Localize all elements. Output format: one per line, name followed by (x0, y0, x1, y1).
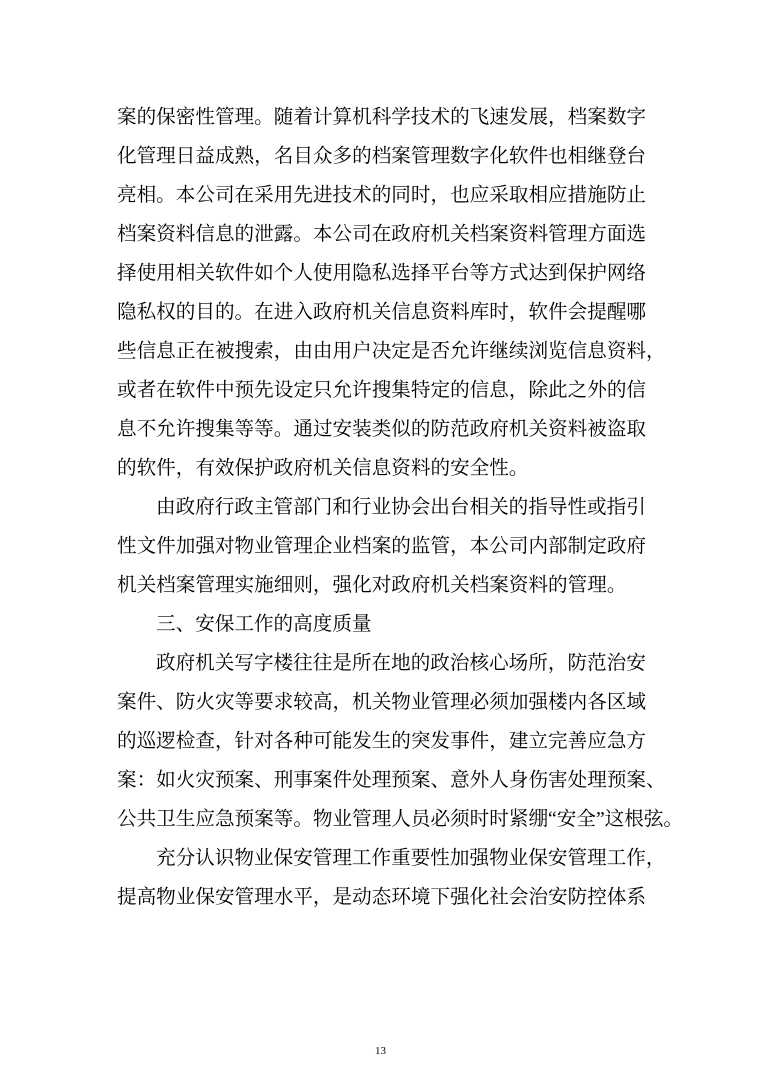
page-number: 13 (375, 1045, 386, 1057)
text-line: 息不允许搜集等等。通过安装类似的防范政府机关资料被盗取 (117, 419, 647, 440)
text-line: 机关档案管理实施细则，强化对政府机关档案资料的管理。 (117, 575, 627, 596)
text-line: 隐私权的目的。在进入政府机关信息资料库时，软件会提醒哪 (117, 302, 647, 323)
text-line: 案：如火灾预案、刑事案件处理预案、意外人身伤害处理预案、 (117, 770, 666, 791)
paragraph-first-line: 由政府行政主管部门和行业协会出台相关的指导性或指引 (156, 497, 646, 518)
text-line: 化管理日益成熟，名目众多的档案管理数字化软件也相继登台 (117, 146, 647, 167)
text-line: 的软件，有效保护政府机关信息资料的安全性。 (117, 458, 529, 479)
text-line: 或者在软件中预先设定只允许搜集特定的信息，除此之外的信 (117, 380, 647, 401)
body-text (117, 98, 684, 917)
text-line: 公共卫生应急预案等。物业管理人员必须时时紧绷“安全”这根弦。 (117, 809, 684, 830)
paragraph-first-line: 充分认识物业保安管理工作重要性加强物业保安管理工作， (156, 848, 666, 869)
paragraph-first-line: 三、安保工作的高度质量 (156, 614, 372, 635)
text-line: 案的保密性管理。随着计算机科学技术的飞速发展，档案数字 (117, 107, 647, 128)
text-line: 案件、防火灾等要求较高，机关物业管理必须加强楼内各区域 (117, 692, 647, 713)
text-line: 提高物业保安管理水平，是动态环境下强化社会治安防控体系 (117, 887, 647, 908)
text-line: 择使用相关软件如个人使用隐私选择平台等方式达到保护网络 (117, 263, 647, 284)
paragraph-first-line: 政府机关写字楼往往是所在地的政治核心场所，防范治安 (156, 653, 646, 674)
text-line: 的巡逻检查，针对各种可能发生的突发事件，建立完善应急方 (117, 731, 647, 752)
text-line: 档案资料信息的泄露。本公司在政府机关档案资料管理方面选 (117, 224, 647, 245)
text-line: 些信息正在被搜索，由由用户决定是否允许继续浏览信息资料， (117, 341, 666, 362)
text-line: 性文件加强对物业管理企业档案的监管，本公司内部制定政府 (117, 536, 647, 557)
text-line: 亮相。本公司在采用先进技术的同时，也应采取相应措施防止 (117, 185, 647, 206)
